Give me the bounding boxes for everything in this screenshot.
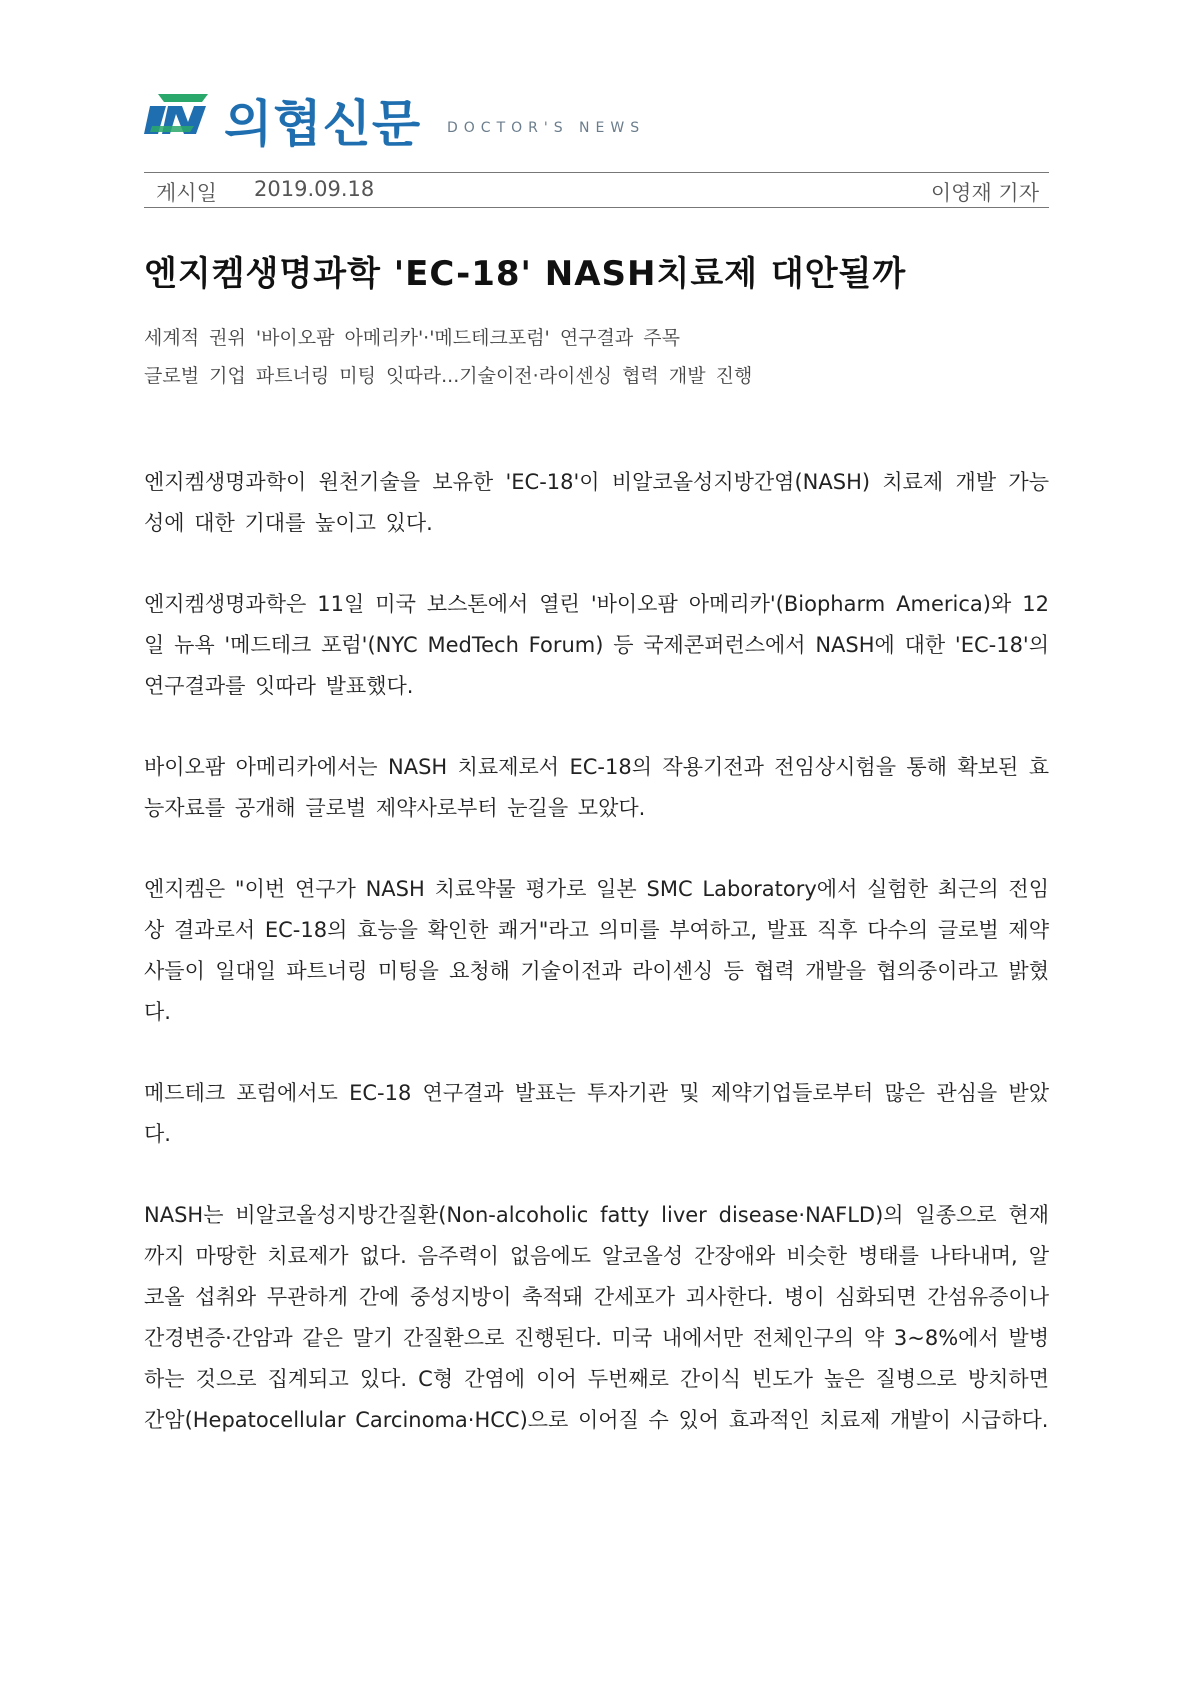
paragraph-1: 엔지켐생명과학이 원천기술을 보유한 'EC-18'이 비알코올성지방간염(NASH) 치료제 개발 가능성에 대한 기대를 높이고 있다. xyxy=(144,470,1049,535)
article-subheads xyxy=(144,324,1049,400)
paragraph-4: 엔지켐은 "이번 연구가 NASH 치료약물 평가로 일본 SMC Laboratory에서 실험한 최근의 전임상 결과로서 EC-18의 효능을 확인한 쾌거"라고 의미를 부여하고, 발표 직후 다수의 글로벌 제약사들이 일대일 파트너링 미팅을 요청해 기술이전과 라이센싱 등 협력 개발을 협의중이라고 밝혔다. xyxy=(144,877,1049,1024)
article-headline: 엔지켐생명과학 'EC-18' NASH치료제 대안될까 xyxy=(144,254,907,294)
masthead-title: 의협신문 xyxy=(224,95,422,153)
author-byline: 이영재 기자 xyxy=(930,181,1039,205)
paragraph-3: 바이오팜 아메리카에서는 NASH 치료제로서 EC-18의 작용기전과 전임상시험을 통해 확보된 효능자료를 공개해 글로벌 제약사로부터 눈길을 모았다. xyxy=(144,755,1049,820)
doctors-news-logo-icon xyxy=(144,92,210,136)
masthead xyxy=(144,86,684,153)
posted-label: 게시일 xyxy=(156,181,217,205)
paragraph-5: 메드테크 포럼에서도 EC-18 연구결과 발표는 투자기관 및 제약기업들로부터 많은 관심을 받았다. xyxy=(144,1081,1049,1146)
article-meta-bar xyxy=(144,172,1049,208)
paragraph-2: 엔지켐생명과학은 11일 미국 보스톤에서 열린 '바이오팜 아메리카'(Biopharm America)와 12일 뉴욕 '메드테크 포럼'(NYC MedTech Forum) 등 국제콘퍼런스에서 NASH에 대한 'EC-18'의 연구결과를 잇따라 발표했다. xyxy=(144,592,1049,698)
masthead-subtitle: DOCTOR'S NEWS xyxy=(447,120,646,136)
article-body xyxy=(144,462,1049,1481)
subhead-1: 세계적 권위 '바이오팜 아메리카'·'메드테크포럼' 연구결과 주목 xyxy=(144,327,680,349)
posted-date: 2019.09.18 xyxy=(254,177,375,201)
subhead-2: 글로벌 기업 파트너링 미팅 잇따라...기술이전·라이센싱 협력 개발 진행 xyxy=(144,365,753,387)
paragraph-6: NASH는 비알코올성지방간질환(Non-alcoholic fatty liver disease·NAFLD)의 일종으로 현재까지 마땅한 치료제가 없다. 음주력이 없음에도 알코올성 간장애와 비슷한 병태를 나타내며, 알코올 섭취와 무관하게 간에 중성지방이 축적돼 간세포가 괴사한다. 병이 심화되면 간섬유증이나 간경변증·간암과 같은 말기 간질환으로 진행된다. 미국 내에서만 전체인구의 약 3~8%에서 발병하는 것으로 집계되고 있다. C형 간염에 이어 두번째로 간이식 빈도가 높은 질병으로 방치하면 간암(Hepatocellular Carcinoma·HCC)으로 이어질 수 있어 효과적인 치료제 개발이 시급하다. xyxy=(144,1203,1049,1432)
